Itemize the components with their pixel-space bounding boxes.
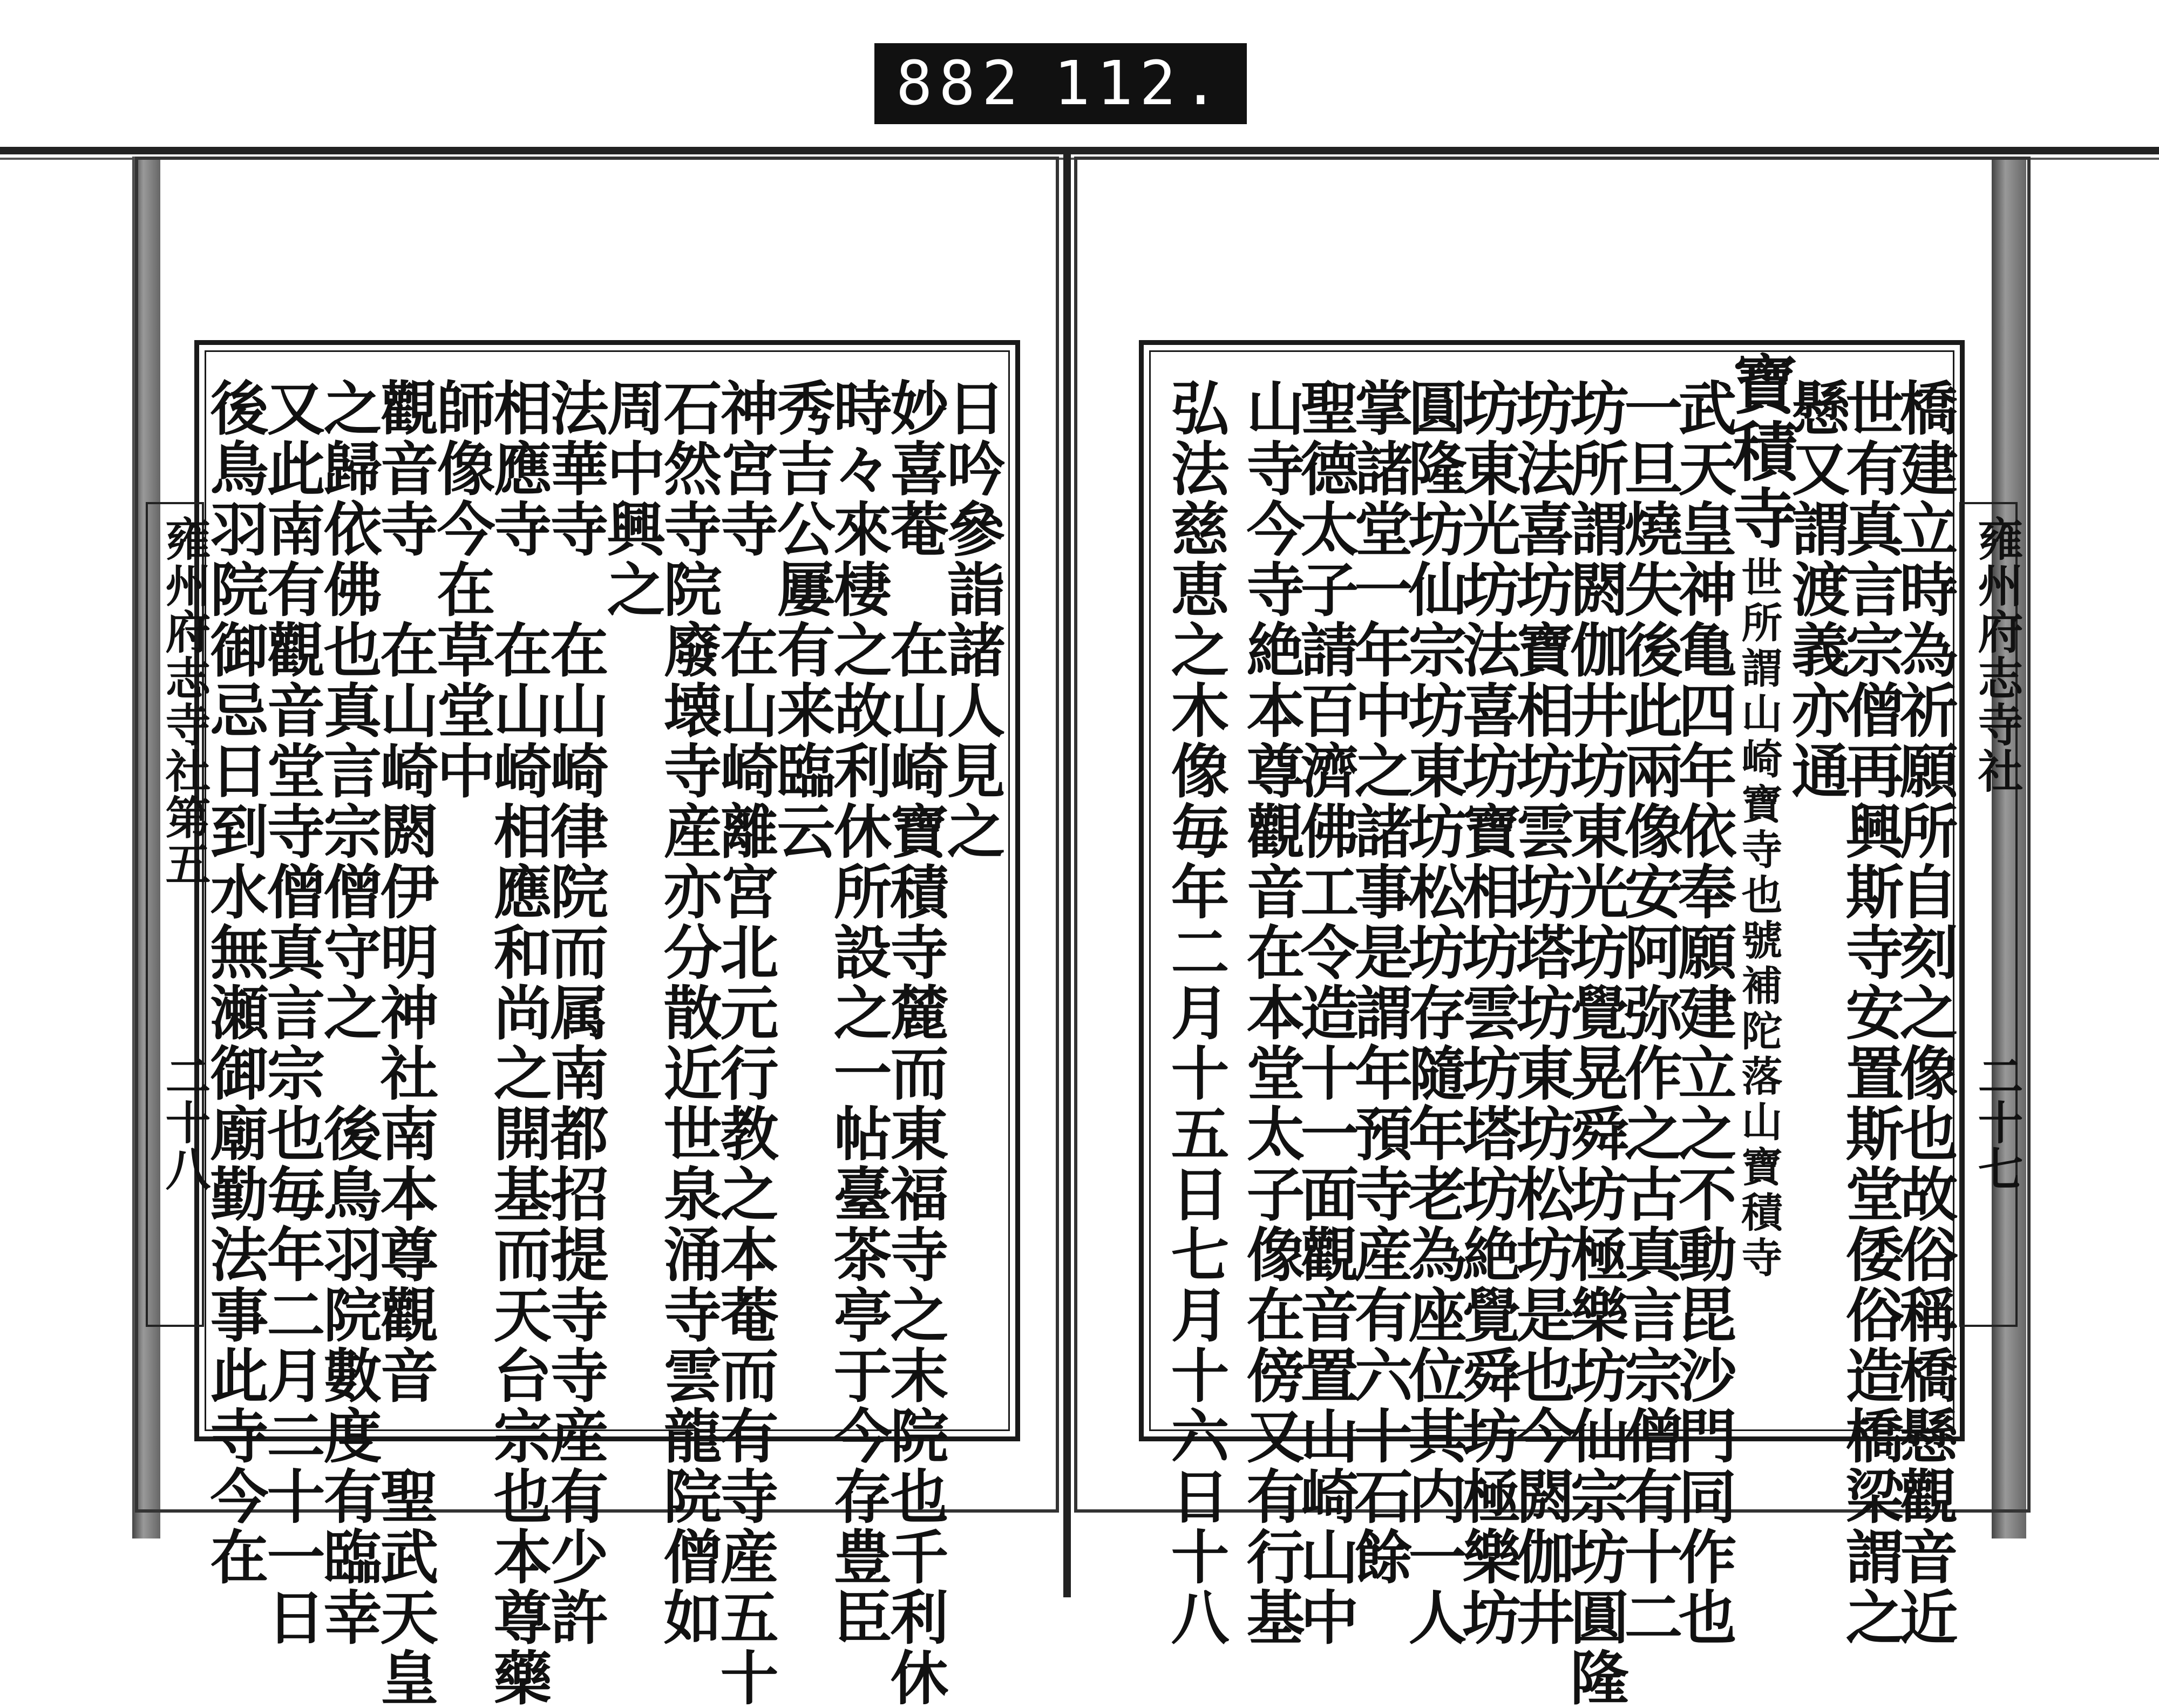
right-margin-title: 雍州府志寺社 [1971, 516, 2024, 794]
right-col-5: 武天皇神亀四年依奉願建立之不動毘沙門同作也 [1668, 378, 1736, 1648]
left-margin-page-number: 二十八 [158, 1053, 212, 1192]
call-number-left: 882 [896, 49, 1025, 119]
left-col-9: 相應寺 在山崎相應和尚之開基而天台宗也本尊藥 [484, 378, 552, 1708]
left-margin-title: 雍州府志寺社第五 [158, 516, 212, 887]
left-col-12: 之歸依佛也真言宗僧守之 後鳥羽院數度有臨幸 [314, 378, 382, 1648]
call-number-label [874, 43, 1247, 124]
left-col-13: 又此南有觀音堂寺僧真言宗也毎年二月二十一日 [257, 378, 325, 1648]
right-col-4-note: 世所謂山崎寶寺也號補陀落山寶積寺 [1735, 556, 1783, 1282]
right-col-4-heading: 寶積寺 [1722, 351, 1798, 552]
left-col-1: 日吟參詣諸人見之 [937, 378, 1005, 862]
right-col-13: 山寺今寺絶本尊觀音在本堂太子像在傍又有行基 [1237, 378, 1305, 1648]
left-col-2: 妙喜菴 在山崎寶積寺麓而東福寺之末院也千利休 [880, 378, 948, 1708]
right-col-3: 懸又謂渡義亦通 [1782, 378, 1850, 801]
left-col-4: 秀吉公屢有来臨云 [767, 378, 835, 862]
right-col-10: 圓隆坊仙宗坊東坊松坊存隨年老為座位其内一人 [1398, 378, 1467, 1648]
top-rule [0, 147, 2159, 154]
left-col-10: 師像今在草堂中 [427, 378, 495, 801]
right-col-9: 坊東光坊法喜坊寶相坊雲坊塔坊絶覺舜坊極樂坊 [1452, 378, 1520, 1648]
left-col-7: 周中興之 [597, 378, 665, 620]
right-col-6: 一旦燒失後此兩像安阿弥作之古真言宗僧有十二 [1614, 378, 1682, 1648]
call-number-right: 112. [1054, 49, 1225, 119]
left-col-11: 觀音寺 在山崎閼伊明神社南本尊觀音 聖武天皇 [370, 378, 438, 1708]
left-col-5: 神宮寺 在山崎離宮北元行教之本菴而有寺産五十 [710, 378, 778, 1708]
left-col-3: 時々來棲之故利休所設之一帖臺茶亭于今存豊臣 [824, 378, 892, 1648]
left-col-14: 後鳥羽院御忌日到水無瀬御廟勤法事此寺今在 [200, 378, 268, 1587]
right-margin-page-number: 二十七 [1971, 1053, 2024, 1192]
right-col-1: 橋建立時為祈願所自刻之像也故俗稱橋懸觀音近 [1890, 378, 1958, 1648]
right-col-11: 掌諸堂一年中之諸事是謂年預寺産有六十石餘 [1345, 378, 1413, 1587]
right-col-7: 坊所謂閼伽井坊東光坊覺晃舜坊極樂坊仙宗坊圓隆 [1560, 378, 1628, 1708]
right-col-12: 聖德太子請百濟佛工令造十一面觀音置山崎山中 [1291, 378, 1359, 1648]
right-col-14: 弘法慈恵之木像毎年二月十五日七月十六日十八 [1161, 378, 1229, 1648]
right-col-2: 世有真言宗僧再興斯寺安置斯堂倭俗造橋梁謂之 [1836, 378, 1904, 1648]
book-spine [1063, 154, 1071, 1597]
right-col-8: 坊法喜坊寶相坊雲坊塔坊東坊松坊是也今閼伽井 [1506, 378, 1574, 1648]
left-col-8: 法華寺 在山崎律院而属南都招提寺寺産有少許 [540, 378, 608, 1648]
left-col-6: 石然寺院廢壊寺産亦分散近世泉涌寺雲龍院僧如 [654, 378, 722, 1648]
